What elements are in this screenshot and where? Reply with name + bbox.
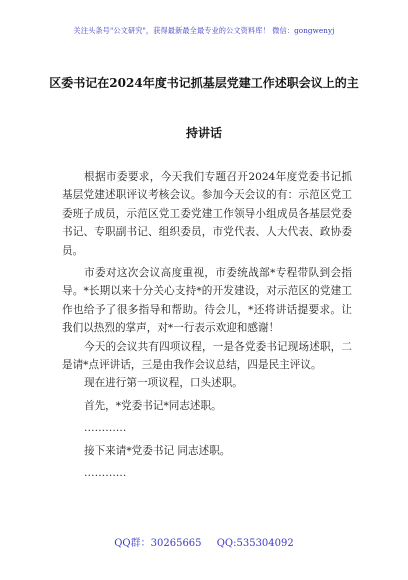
footer-qq-group: QQ群：30265665 [114, 538, 202, 549]
paragraph-welcome: 市委对这次会议高度重视，市委统战部*专程带队到会指导。*长期以来十分关心支持*的开发建设，对示范区的党建工作也给予了很多指导和帮助。待会儿，*还将讲话提要求。让我们以热烈的掌声，对*一行表示欢迎和感谢！ [62, 267, 352, 335]
document-title-line-1: 区委书记在2024年度书记抓基层党建工作述职会议上的主 [49, 76, 359, 90]
paragraph-attendees: 根据市委要求，今天我们专题召开2024年度党委书记抓基层党建述职评议考核会议。参加今天会议的有：示范区党工委班子成员，示范区党工委党建工作领导小组成员各基层党委书记、专职副书记、组织委员，市党代表、人大代表、政协委员。 [62, 171, 352, 257]
paragraph-ellipsis-2: ………… [84, 467, 127, 480]
footer [0, 534, 408, 549]
paragraph-first-item: 现在进行第一项议程，口头述职。 [84, 377, 243, 390]
document-body [62, 168, 352, 483]
paragraph-ellipsis-1: ………… [84, 422, 127, 435]
paragraph-agenda: 今天的会议共有四项议程，一是各党委书记现场述职，二是请*点评讲话，三是由我作会议总结，四是民主评议。 [62, 340, 352, 372]
document-title-line-2: 持讲话 [185, 126, 222, 140]
paragraph-next-speaker: 接下来请*党委书记 同志述职。 [84, 444, 231, 457]
paragraph-first-speaker: 首先，*党委书记*同志述职。 [84, 399, 222, 412]
footer-qq: QQ:535304092 [216, 538, 294, 549]
header-banner: 关注头条号"公文研究"，获得最新最全最专业的公文资料库！ 微信：gongwenyj [73, 26, 335, 35]
